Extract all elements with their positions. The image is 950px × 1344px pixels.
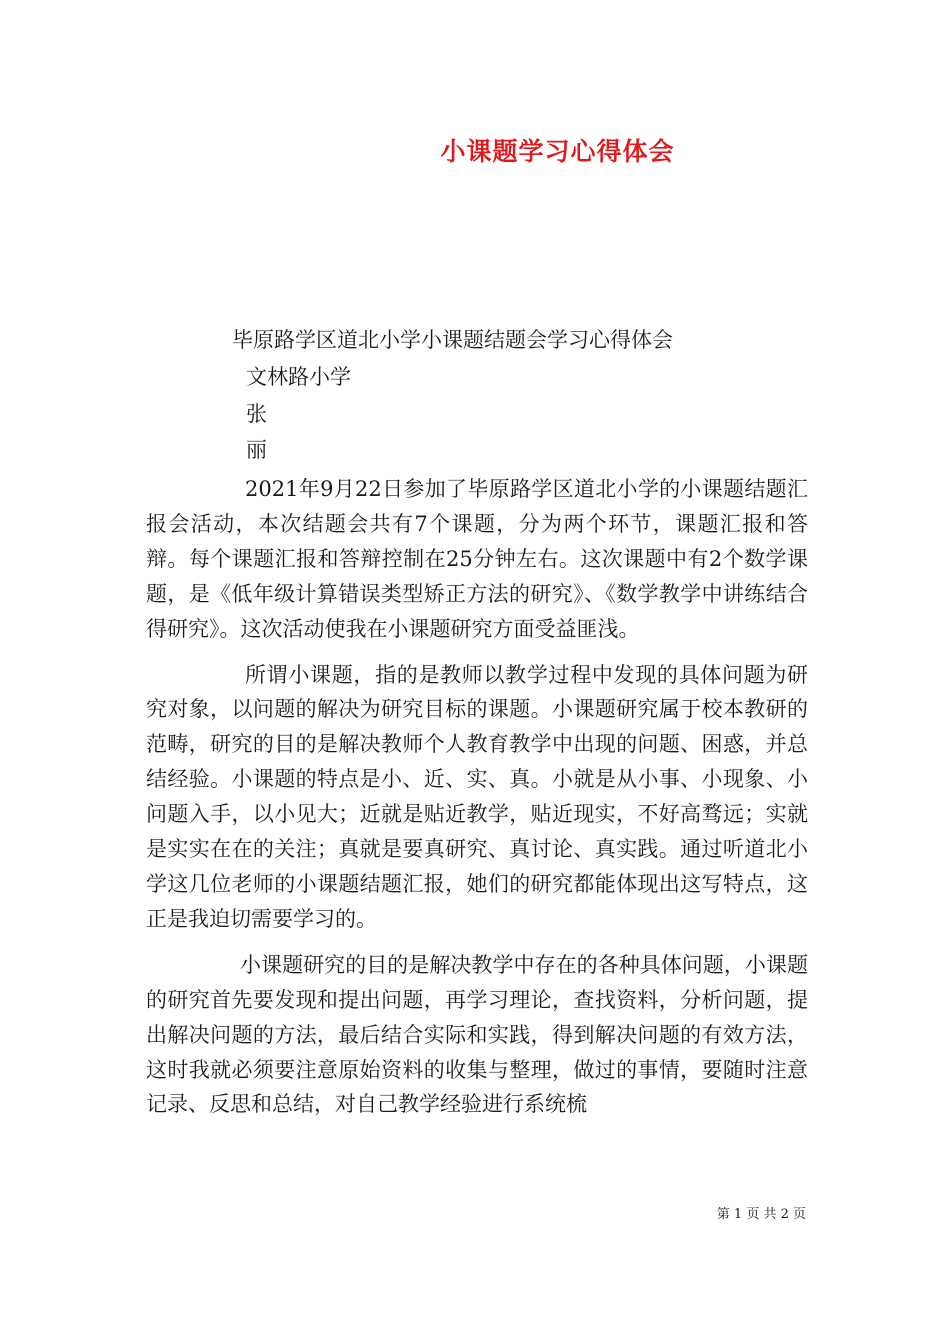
author-name-second: 丽	[246, 438, 267, 462]
paragraph-3: 小课题研究的目的是解决教学中存在的各种具体问题，小课题的研究首先要发现和提出问题，再学习理论，查找资料，分析问题，提出解决问题的方法，最后结合实际和实践，得到解决问题的有效方法，这时我就必须要注意原始资料的收集与整理，做过的事情，要随时注意记录、反思和总结，对自己教学经验进行系统梳	[146, 952, 808, 1117]
document-body	[146, 472, 808, 1122]
author-school: 文林路小学	[246, 365, 351, 389]
paragraph-2: 所谓小课题，指的是教师以教学过程中发现的具体问题为研究对象，以问题的解决为研究目标的课题。小课题研究属于校本教研的范畴，研究的目的是解决教师个人教育教学中出现的问题、困惑，并总结经验。小课题的特点是小、近、实、真。小就是从小事、小现象、小问题入手，以小见大；近就是贴近教学，贴近现实，不好高骛远；实就是实实在在的关注；真就是要真研究、真讨论、真实践。通过听道北小学这几位老师的小课题结题汇报，她们的研究都能体现出这写特点，这正是我迫切需要学习的。	[146, 662, 808, 931]
paragraph-1: 2021年9月22日参加了毕原路学区道北小学的小课题结题汇报会活动，本次结题会共有7个课题，分为两个环节，课题汇报和答辩。每个课题汇报和答辩控制在25分钟左右。这次课题中有2个数学课题，是《低年级计算错误类型矫正方法的研究》、《数学教学中讲练结合得研究》。这次活动使我在小课题研究方面受益匪浅。	[146, 477, 808, 641]
author-name-first: 张	[246, 402, 267, 426]
document-subtitle: 毕原路学区道北小学小课题结题会学习心得体会	[232, 328, 673, 352]
document-title: 小课题学习心得体会	[440, 137, 675, 166]
page-number-footer: 第 1 页 共 2 页	[716, 1207, 806, 1222]
